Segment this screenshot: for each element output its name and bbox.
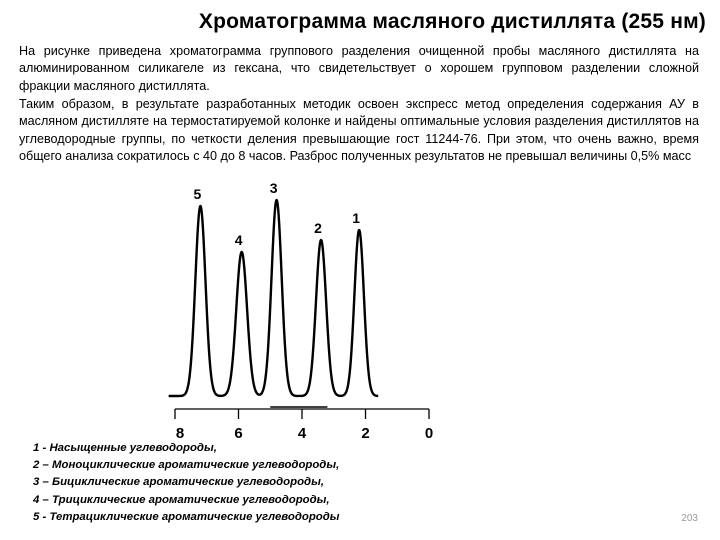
time-axis-tick-label: 0 — [424, 425, 434, 442]
time-axis — [175, 409, 433, 442]
peak-label: 5 — [193, 186, 202, 202]
legend-item-3: 3 – Бициклические ароматические углеводороды, — [33, 476, 324, 489]
legend-item-1: 1 - Насыщенные углеводороды, — [33, 442, 217, 454]
intro-paragraph: На рисунке приведена хроматограмма группового разделения очищенной пробы масляного дистиллята на алюминированном силикагеле из гексана, что свидетельствует о хорошем групповом разделении сложной фракции масляного дистиллята. — [19, 44, 699, 93]
conclusion-paragraph: Таким образом, в результате разработанных методик освоен экспресс метод определения содержания АУ в масляном дистилляте на термостатируемой колонке и найдены оптимальные условия разделения дистиллятов на углеводородные группы, по четкости деления превышающие гост 11244-76. При этом, что очень важно, время общего анализа сократилось с 40 до 8 часов. Разброс полученных результатов не превышал величины 0,5% масс — [19, 97, 699, 164]
time-axis-tick-label: 4 — [297, 425, 307, 442]
peak-label: 4 — [234, 232, 243, 248]
chromatogram-trace — [169, 200, 379, 396]
peak-label: 1 — [352, 210, 361, 226]
chromatogram-trace-layer — [169, 200, 379, 407]
peak-label: 3 — [269, 180, 278, 196]
time-axis-tick-label: 2 — [361, 425, 370, 442]
slide-title: Хроматограмма масляного дистиллята (255 нм) — [198, 10, 706, 33]
peak-labels — [194, 180, 361, 248]
page-number: 203 — [681, 513, 698, 524]
legend-item-4: 4 – Трициклические ароматические углеводороды, — [33, 493, 330, 506]
legend-item-5: 5 - Тетрациклические ароматические углеводороды — [33, 510, 340, 523]
time-axis-tick-label: 6 — [234, 425, 243, 442]
legend-item-2: 2 – Моноциклические ароматические углеводороды, — [33, 459, 340, 472]
peak-label: 2 — [314, 220, 322, 236]
legend — [33, 440, 340, 526]
time-axis-tick-label: 8 — [175, 425, 185, 442]
